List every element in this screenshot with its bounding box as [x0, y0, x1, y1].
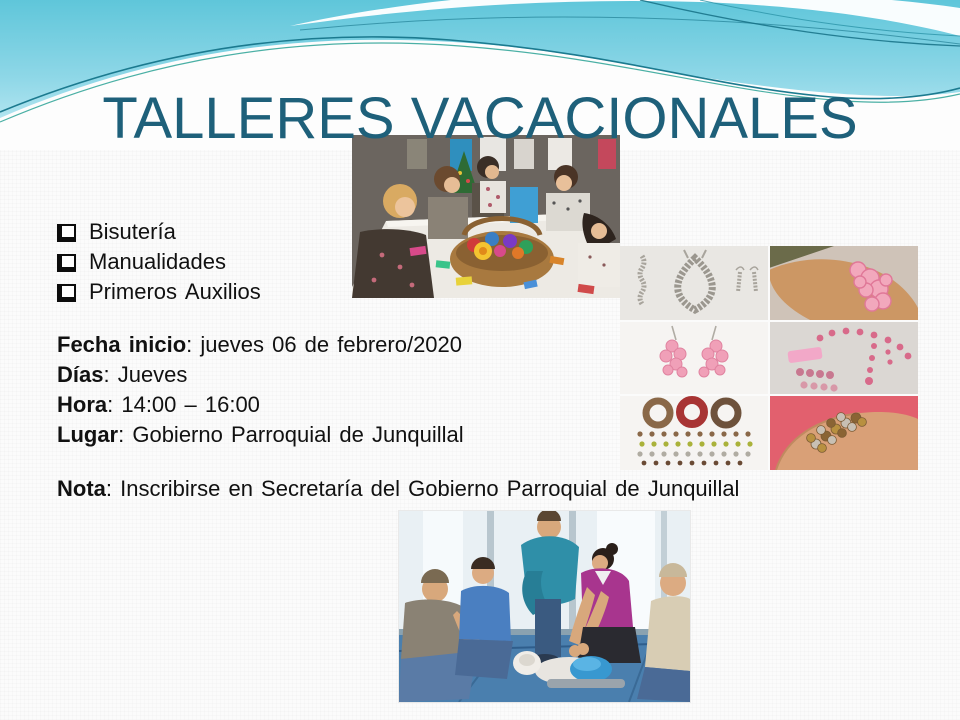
detail-line-hora: [57, 392, 464, 422]
workshop-list: [57, 219, 261, 309]
checkbox-bullet-icon: [57, 284, 76, 302]
checkbox-bullet-icon: [57, 254, 76, 272]
first-aid-training-photo: [399, 511, 690, 702]
detail-label: Lugar: [57, 422, 119, 447]
detail-line-fecha: [57, 332, 464, 362]
detail-value: : 14:00 – 16:00: [107, 392, 260, 417]
detail-value: : jueves 06 de febrero/2020: [186, 332, 463, 357]
detail-value: : Jueves: [103, 362, 188, 387]
list-item: [57, 249, 261, 279]
detail-line-lugar: [57, 422, 464, 452]
nota-line: [57, 476, 739, 502]
workshop-label: Primeros Auxilios: [89, 279, 261, 304]
detail-label: Días: [57, 362, 104, 387]
schedule-details: [57, 332, 464, 452]
craft-workshop-photo: [352, 135, 620, 298]
checkbox-bullet-icon: [57, 224, 76, 242]
detail-value: : Gobierno Parroquial de Junquillal: [118, 422, 464, 447]
nota-value: : Inscribirse en Secretaría del Gobierno Parroquial de Junquillal: [105, 476, 740, 501]
jewelry-collage-photo: [620, 246, 918, 470]
detail-line-dias: [57, 362, 464, 392]
detail-label: Hora: [57, 392, 108, 417]
page-title: TALLERES VACACIONALES: [102, 85, 858, 151]
nota-label: Nota: [57, 476, 106, 501]
workshop-label: Bisutería: [89, 219, 176, 244]
list-item: [57, 219, 261, 249]
list-item: [57, 279, 261, 309]
detail-label: Fecha inicio: [57, 332, 187, 357]
workshop-label: Manualidades: [89, 249, 226, 274]
